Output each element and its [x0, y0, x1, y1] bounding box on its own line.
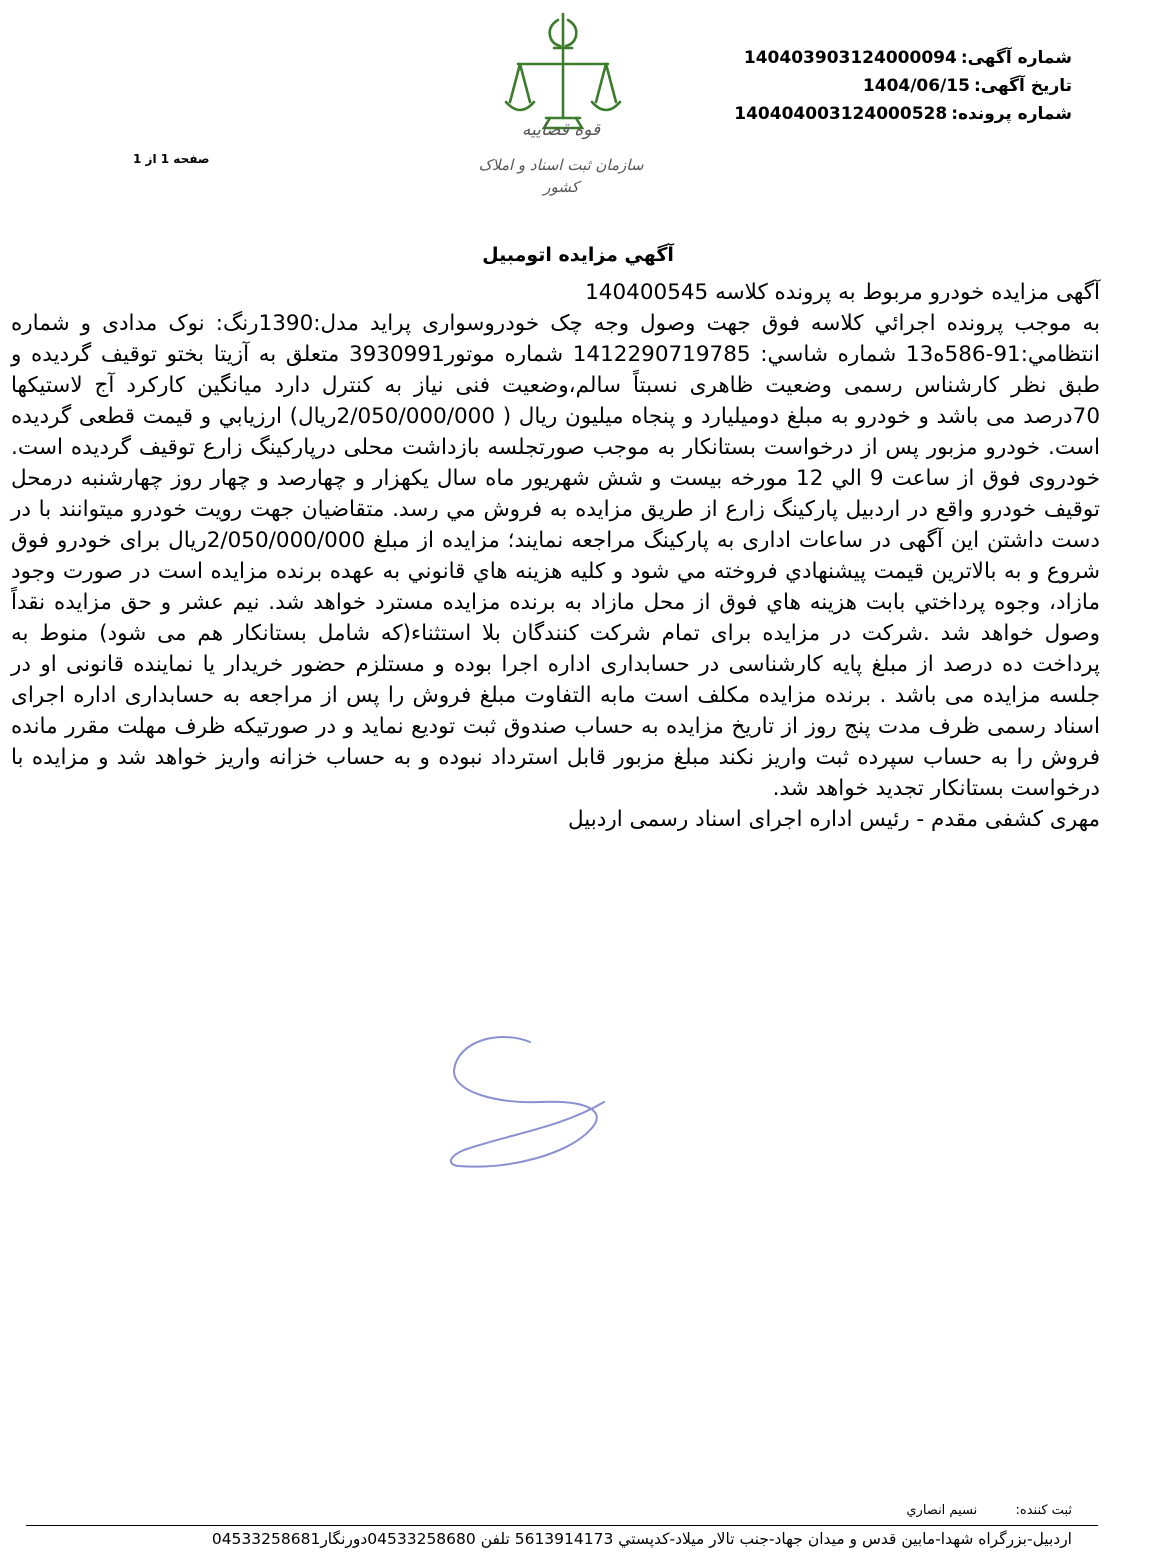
footer-address: اردبیل-بزرگراه شهدا-مابين قدس و میدان جهاد-جنب تالار ميلاد-کدپستي 5613914173 تلفن 04533258680دورنگار04533258681	[211, 1530, 1072, 1548]
notice-subheading: آگهی مزایده خودرو مربوط به پرونده کلاسه 140400545	[585, 280, 1100, 305]
footer-divider	[26, 1525, 1098, 1526]
ad-date-row	[652, 72, 1072, 100]
signature-icon	[440, 1030, 620, 1175]
registrar-name: نسیم انصاري	[906, 1503, 978, 1518]
page-title-text: آگهي مزايده اتومبيل	[482, 244, 674, 266]
judiciary-emblem	[478, 6, 644, 196]
notice-body	[11, 277, 1100, 835]
file-number-label: شماره پرونده:	[951, 104, 1072, 124]
registrar-label: ثبت کننده:	[1015, 1503, 1072, 1518]
ad-number-label: شماره آگهی:	[960, 48, 1072, 68]
emblem-script	[476, 118, 646, 198]
ad-number: 140403903124000094	[743, 48, 957, 68]
signatory: مهری کشفی مقدم - رئیس اداره اجرای اسناد رسمی اردبیل	[568, 807, 1100, 832]
ad-date: 1404/06/15	[862, 76, 970, 96]
file-number-row	[652, 100, 1072, 128]
page-title	[0, 244, 1156, 266]
notice-paragraph: به موجب پرونده اجرائي كلاسه فوق جهت وصول وجه چک خودروسواری پراید مدل:1390رنگ: نوک مدادی و شماره انتظامي:91-586ه13 شماره شاسي: 1412290719785 شماره موتور3930991 متعلق به آزیتا بختو توقیف گردیده و طبق نظر كارشناس رسمی وضعیت ظاهری نسبتاً سالم،وضعیت فنی نیاز به کنترل دارد میانگین کارکرد آج لاستیکها 70درصد می باشد و خودرو به مبلغ دومیلیارد و پنجاه میلیون ریال ( 2/050/000/000ریال) ارزيابي و قیمت قطعی گردیده است. خودرو مزبور پس از درخواست بستانکار به موجب صورتجلسه بازداشت محلی درپارکینگ زارع توقیف گردیده است. خودروی فوق از ساعت 9 الي 12 مورخه بیست و شش شهریور ماه سال یکهزار و چهارصد و چهار روز چهارشنبه درمحل توقیف خودرو واقع در اردبیل پارکینگ زارع از طريق مزايده به فروش مي رسد. متقاضيان جهت رويت خودرو ميتوانند با در دست داشتن این آگهی در ساعات اداری به پارکینگ مراجعه نمایند؛ مزايده از مبلغ 2/050/000/000ریال برای خودرو فوق شروع و به بالاترين قيمت پيشنهادي فروخته مي شود و كليه هزينه هاي قانوني به عهده برنده مزايده است در صورت وجود مازاد، وجوه پرداختي بابت هزينه هاي فوق از محل مازاد به برنده مزايده مسترد خواهد شد. نيم عشر و حق مزايده نقداً وصول خواهد شد .شرکت در مزایده برای تمام شرکت کنندگان بلا استثناء(که شامل بستانکار هم می شود) منوط به پرداخت ده درصد از مبلغ پایه کارشناسی در حسابداری اداره اجرا بوده و مستلزم حضور خریدار یا نماینده قانونی او در جلسه مزایده می باشد . برنده مزایده مکلف است مابه التفاوت مبلغ فروش را پس از مراجعه به حسابداری اداره اجرای اسناد رسمی ظرف مدت پنج روز از تاریخ مزایده به حساب صندوق ثبت تودیع نماید و در صورتیکه ظرف مهلت مقرر مانده فروش را به حساب سپرده ثبت واریز نکند مبلغ مزبور قابل استرداد نبوده و به حساب خزانه واریز خواهد شد و مزایده با درخواست بستانکار تجدید خواهد شد.	[11, 311, 1101, 801]
registrar	[906, 1503, 1072, 1518]
page-number: صفحه 1 از 1	[133, 152, 210, 166]
header-meta	[652, 44, 1072, 128]
ad-number-row	[652, 44, 1072, 72]
emblem-organization-text: سازمان ثبت اسناد و املاک کشور	[478, 156, 644, 196]
ad-date-label: تاریخ آگهی:	[973, 76, 1072, 96]
emblem-judiciary-text: قوه قضاییه	[521, 120, 601, 140]
signature	[440, 1030, 620, 1175]
file-number: 140404003124000528	[734, 104, 948, 124]
